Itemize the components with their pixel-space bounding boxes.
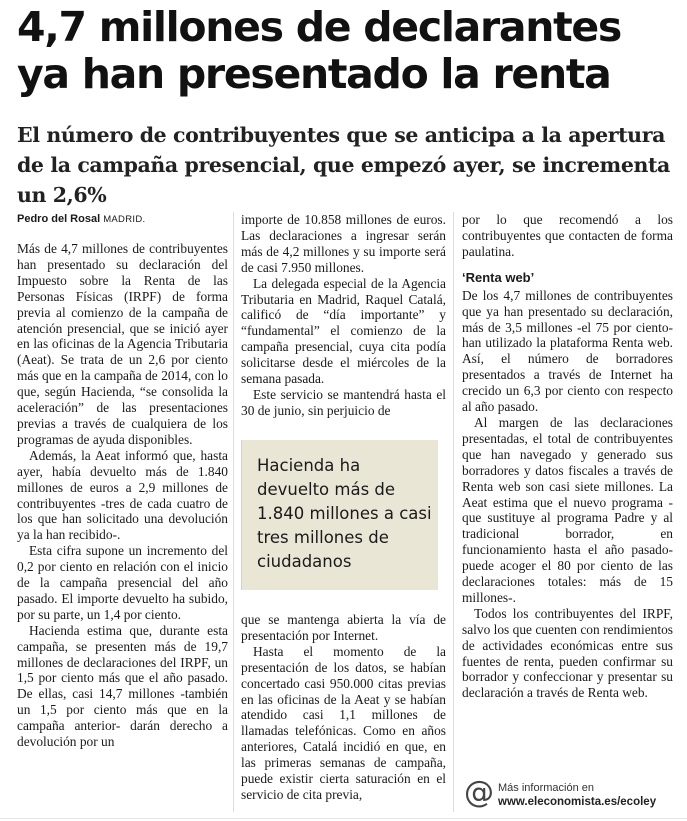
- column-divider: [233, 212, 234, 812]
- column-2-top: [241, 212, 446, 419]
- at-icon: @: [464, 775, 494, 810]
- paragraph: Hasta el momento de la presentación de los datos, se habían concertado casi 950.000 citas previas en las oficinas de la Aeat y se habían atendido casi 1,1 millones de llamadas telefónicas. Como en años anteriores, Catalá incidió en que, en las primeras semanas de campaña, puede existir cierta saturación en el servicio de cita previa,: [241, 643, 446, 802]
- paragraph: Este servicio se mantendrá hasta el 30 de junio, sin perjuicio de: [241, 386, 446, 418]
- more-info-link[interactable]: www.eleconomista.es/ecoley: [498, 796, 657, 808]
- paragraph: De los 4,7 millones de contribuyentes que ya han presentado su declaración, más de 3,5 millones -el 75 por ciento- han utilizado la plataforma Renta web. Así, el número de borradores presentados a través de Internet ha crecido un 6,3 por ciento con respecto al año pasado.: [462, 287, 673, 415]
- paragraph: Más de 4,7 millones de contribuyentes han presentado su declaración del Impuesto sobre la Renta de las Personas Físicas (IRPF) de forma previa al comienzo de la campaña de atención presencial, que se inició ayer en las oficinas de la Agencia Tributaria (Aeat). Se trata de un 2,6 por ciento más que en la campaña de 2014, con lo que, según Hacienda, “se consolida la aceleración” de las presentaciones previas a través de cualquiera de los programas de ayuda disponibles.: [17, 241, 228, 447]
- headline: 4,7 millones de declarantes ya han presentado la renta: [17, 3, 622, 98]
- column-3: [462, 212, 673, 701]
- paragraph: importe de 10.858 millones de euros. Las declaraciones a ingresar serán más de 4,2 millones y su importe será de casi 7.950 millones.: [241, 212, 446, 275]
- paragraph: La delegada especial de la Agencia Tributaria en Madrid, Raquel Catalá, calificó de “día importante” y “fundamental” el comienzo de la campaña presencial, cuya cita podía solicitarse desde el miércoles de la semana pasada.: [241, 275, 446, 387]
- paragraph: Todos los contribuyentes del IRPF, salvo los que cuenten con rendimientos de actividades económicas entre sus fuentes de renta, pueden confirmar su borrador y confeccionar y presentar su declaración a través de Renta web.: [462, 605, 673, 701]
- paragraph: Hacienda estima que, durante esta campaña, se presenten más de 19,7 millones de declaraciones del IRPF, un 1,5 por ciento más que el año pasado. De ellas, casi 14,7 millones -también un 1,5 por ciento más que en la campaña anterior- darán derecho a devolución por un: [17, 622, 228, 750]
- author-name: Pedro del Rosal: [17, 213, 101, 225]
- paragraph: que se mantenga abierta la vía de presentación por Internet.: [241, 612, 446, 643]
- more-info-label: Más información en: [498, 782, 594, 794]
- paragraph: Esta cifra supone un incremento del 0,2 por ciento en relación con el inicio de la campaña presencial del año pasado. El importe devuelto ha subido, por su parte, un 1,4 por ciento.: [17, 543, 228, 622]
- column-2-bottom: [241, 612, 446, 803]
- more-info-footer: [462, 776, 686, 816]
- byline: [17, 212, 228, 227]
- paragraph: Además, la Aeat informó que, hasta ayer, había devuelto más de 1.840 millones de euros a 2,9 millones de contribuyentes -tres de cada cuatro de los que han solicitado una devolución ya la han recibido-.: [17, 447, 228, 543]
- paragraph: Al margen de las declaraciones presentadas, el total de contribuyentes que han navegado y generado sus borradores y datos fiscales a través de Renta web son casi siete millones. La Aeat estima que el nuevo programa -que sustituye al programa Padre y al tradicional borrador, en funcionamiento hasta el año pasado- puede acoger el 80 por ciento de las declaraciones totales: más de 15 millones-.: [462, 414, 673, 605]
- byline-city: MADRID.: [103, 214, 146, 225]
- column-divider: [453, 212, 454, 812]
- paragraph: por lo que recomendó a los contribuyentes que contacten de forma paulatina.: [462, 212, 673, 259]
- subheadline: El número de contribuyentes que se anticipa a la apertura de la campaña presencial, que empezó ayer, se incrementa un 2,6%: [17, 123, 670, 207]
- pull-quote: Hacienda ha devuelto más de 1.840 millones a casi tres millones de ciudadanos: [257, 456, 432, 571]
- column-1: [17, 212, 228, 750]
- bottom-rule: [0, 818, 687, 819]
- section-heading: ‘Renta web’: [462, 269, 535, 285]
